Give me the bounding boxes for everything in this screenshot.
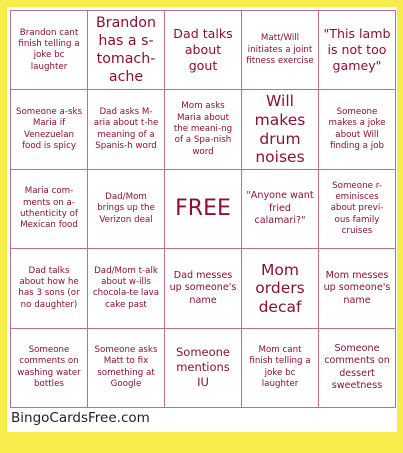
bingo-cell-g5[interactable]: Mom cant finish telling a joke bc laughter xyxy=(242,329,319,408)
bingo-cell-n4[interactable]: Dad messes up someone's name xyxy=(165,249,242,328)
bingo-cell-i2[interactable]: Dad asks M-aria about t-he meaning of a Spanis-h word xyxy=(88,90,165,169)
bingo-cell-o2[interactable]: Someone makes a joke about Will finding a job xyxy=(319,90,396,169)
bingo-cell-i3[interactable]: Dad/Mom brings up the Verizon deal xyxy=(88,170,165,249)
bingo-cell-b5[interactable]: Someone comments on washing water bottles xyxy=(11,329,88,408)
bingo-cell-g3[interactable]: "Anyone want fried calamari?" xyxy=(242,170,319,249)
bingo-cell-g4[interactable]: Mom orders decaf xyxy=(242,249,319,328)
bingo-cell-i1[interactable]: Brandon has a s-tomach-ache xyxy=(88,11,165,90)
bingo-card xyxy=(7,7,397,432)
site-credit: BingoCardsFree.com xyxy=(11,410,150,426)
bingo-cell-b2[interactable]: Someone a-sks Maria if Venezuelan food is spicy xyxy=(11,90,88,169)
bingo-cell-i4[interactable]: Dad/Mom t-alk about w-ills chocola-te lava cake past xyxy=(88,249,165,328)
bingo-cell-g2[interactable]: Will makes drum noises xyxy=(242,90,319,169)
bingo-cell-o5[interactable]: Someone comments on dessert sweetness xyxy=(319,329,396,408)
bingo-grid xyxy=(10,10,396,408)
bingo-cell-b3[interactable]: Maria com-ments on a-uthenticity of Mexican food xyxy=(11,170,88,249)
bingo-cell-n1[interactable]: Dad talks about gout xyxy=(165,11,242,90)
bingo-cell-i5[interactable]: Someone asks Matt to fix something at Google xyxy=(88,329,165,408)
bingo-cell-free[interactable]: FREE xyxy=(165,170,242,249)
bingo-cell-n2[interactable]: Mom asks Maria about the meani-ng of a Spa-nish word xyxy=(165,90,242,169)
bingo-cell-b4[interactable]: Dad talks about how he has 3 sons (or no daughter) xyxy=(11,249,88,328)
bingo-cell-o4[interactable]: Mom messes up someone's name xyxy=(319,249,396,328)
bingo-cell-b1[interactable]: Brandon cant finish telling a joke bc laughter xyxy=(11,11,88,90)
bingo-cell-n5[interactable]: Someone mentions IU xyxy=(165,329,242,408)
bingo-cell-g1[interactable]: Matt/Will initiates a joint fitness exercise xyxy=(242,11,319,90)
bingo-cell-o1[interactable]: "This lamb is not too gamey" xyxy=(319,11,396,90)
bingo-cell-o3[interactable]: Someone r-eminisces about previ-ous family cruises xyxy=(319,170,396,249)
